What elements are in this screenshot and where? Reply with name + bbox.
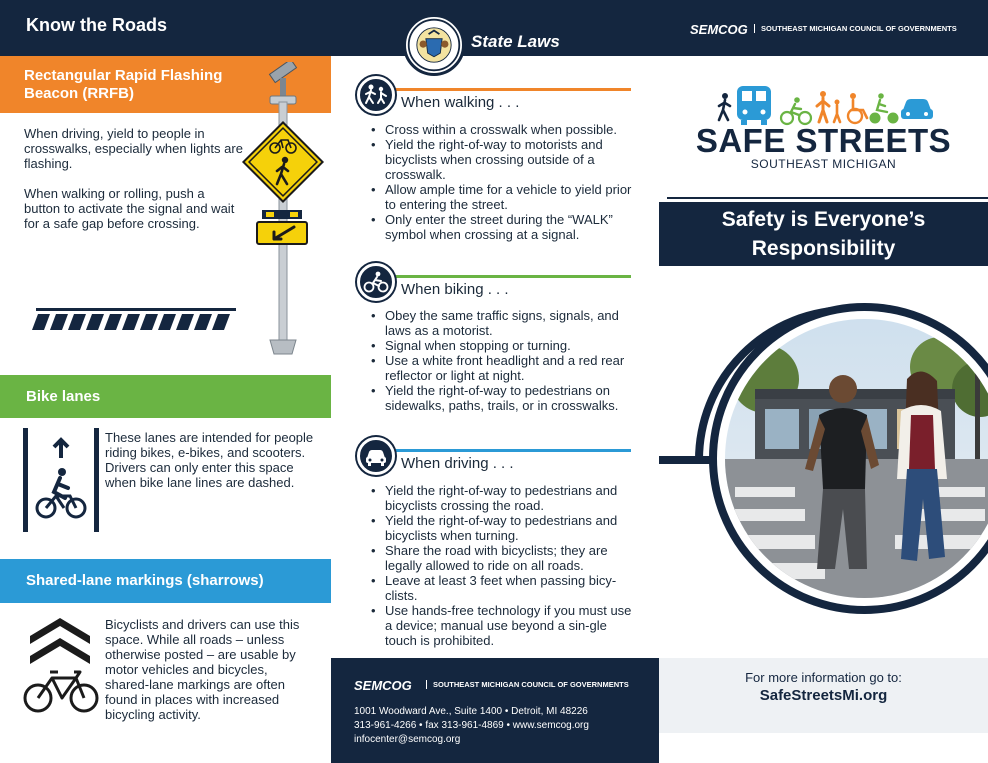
semcog-council-name: SOUTHEAST MICHIGAN COUNCIL OF GOVERNMENTS (754, 24, 957, 33)
semcog-logo: SEMCOG (690, 22, 748, 37)
sharrow-icon (22, 612, 102, 720)
safe-streets-logo-subtitle: SOUTHEAST MICHIGAN (750, 157, 897, 171)
driving-rules-list (371, 483, 641, 648)
crosswalk-marking-icon (28, 308, 238, 334)
list-item: • Only enter the street during the “WALK” symbol when crossing at a signal. (371, 212, 641, 242)
biking-rules-list (371, 308, 641, 413)
rrfb-sign-illustration (240, 62, 326, 357)
rrfb-title (24, 67, 222, 103)
walking-divider (381, 88, 631, 91)
tagline-line2: Responsibility (751, 237, 896, 260)
car-icon (357, 437, 395, 475)
driving-title: When driving . . . (401, 455, 514, 472)
contact-info (354, 705, 589, 747)
bike-lane-icon (20, 428, 102, 532)
sharrows-title: Shared-lane markings (sharrows) (26, 572, 264, 589)
website-link[interactable]: SafeStreetsMi.org (759, 687, 888, 704)
semcog-council-name: SOUTHEAST MICHIGAN COUNCIL OF GOVERNMENTS (426, 680, 629, 689)
driving-divider (381, 449, 631, 452)
michigan-seal-icon (403, 14, 465, 76)
right-header-bar (659, 0, 988, 56)
phone-fax-web[interactable]: 313-961-4266 • fax 313-961-4869 • www.semcog.org (354, 720, 589, 731)
more-info-label: For more information go to: (745, 670, 902, 685)
email-link[interactable]: infocenter@semcog.org (354, 734, 461, 745)
rrfb-title-line2: Beacon (RRFB) (24, 85, 135, 102)
list-item: • Use a white front headlight and a red rear reflector or light at night. (371, 353, 641, 383)
divider (667, 197, 988, 199)
left-header-bar (0, 0, 331, 56)
middle-header-bar (331, 0, 659, 56)
list-item: • Yield the right-of-way to pedestrians on sidewalks, paths, trails, or in crosswalks. (371, 383, 641, 413)
right-panel (659, 0, 988, 763)
sharrows-text: Bicyclists and drivers can use this space. While all roads – unless otherwise posted – are usable by motor vehicles and bicycles, shared-lane markings are often found in places with increased bicycling activity. (105, 617, 300, 722)
rrfb-text-driving: When driving, yield to people in crosswalks, especially when lights are flashing. (24, 126, 243, 171)
pedestrian-icon (357, 76, 395, 114)
list-item: • Use hands-free technology if you must use a device; manual use beyond a sin-gle touch is prohibited. (371, 603, 641, 648)
tagline-banner (659, 202, 988, 266)
left-header-title: Know the Roads (26, 15, 168, 35)
biking-title: When biking . . . (401, 281, 509, 298)
walking-rules-list (371, 122, 641, 242)
people-crossing-street-photo (725, 319, 988, 598)
bike-lanes-section-header (0, 375, 331, 418)
safe-streets-logo-title: SAFE STREETS (695, 122, 952, 159)
list-item: • Allow ample time for a vehicle to yield prior to entering the street. (371, 182, 641, 212)
list-item: • Signal when stopping or turning. (371, 338, 641, 353)
list-item: • Share the road with bicyclists; they are legally allowed to ride on all roads. (371, 543, 641, 573)
semcog-contact-footer (331, 658, 659, 763)
list-item: • Yield the right-of-way to pedestrians and bicyclists crossing the road. (371, 483, 641, 513)
list-item: • Yield the right-of-way to motorists and bicyclists when crossing outside of a crosswalk. (371, 137, 641, 182)
semcog-logo: SEMCOG (354, 678, 412, 693)
walking-title: When walking . . . (401, 94, 520, 111)
tagline-line1: Safety is Everyone’s (721, 208, 926, 231)
more-info-box (659, 658, 988, 733)
bike-lanes-text: These lanes are intended for people riding bikes, e-bikes, and scooters. Drivers can only enter this space when bike lane lines are dashed. (105, 430, 314, 490)
list-item: • Yield the right-of-way to pedestrians and bicyclists when turning. (371, 513, 641, 543)
bike-lanes-title: Bike lanes (26, 388, 101, 405)
middle-header-title: State Laws (471, 32, 560, 51)
list-item: • Cross within a crosswalk when possible. (371, 122, 641, 137)
rrfb-title-line1: Rectangular Rapid Flashing (24, 67, 223, 84)
left-panel (0, 0, 331, 763)
biking-divider (381, 275, 631, 278)
sharrows-section-header (0, 559, 331, 603)
list-item: • Obey the same traffic signs, signals, and laws as a motorist. (371, 308, 641, 338)
list-item: • Leave at least 3 feet when passing bicy-clists. (371, 573, 641, 603)
address: 1001 Woodward Ave., Suite 1400 • Detroit, MI 48226 (354, 706, 588, 717)
middle-panel (331, 0, 659, 763)
bicyclist-icon (357, 263, 395, 301)
rrfb-text-walking: When walking or rolling, push a button to activate the signal and wait for a safe gap before crossing. (24, 186, 235, 231)
